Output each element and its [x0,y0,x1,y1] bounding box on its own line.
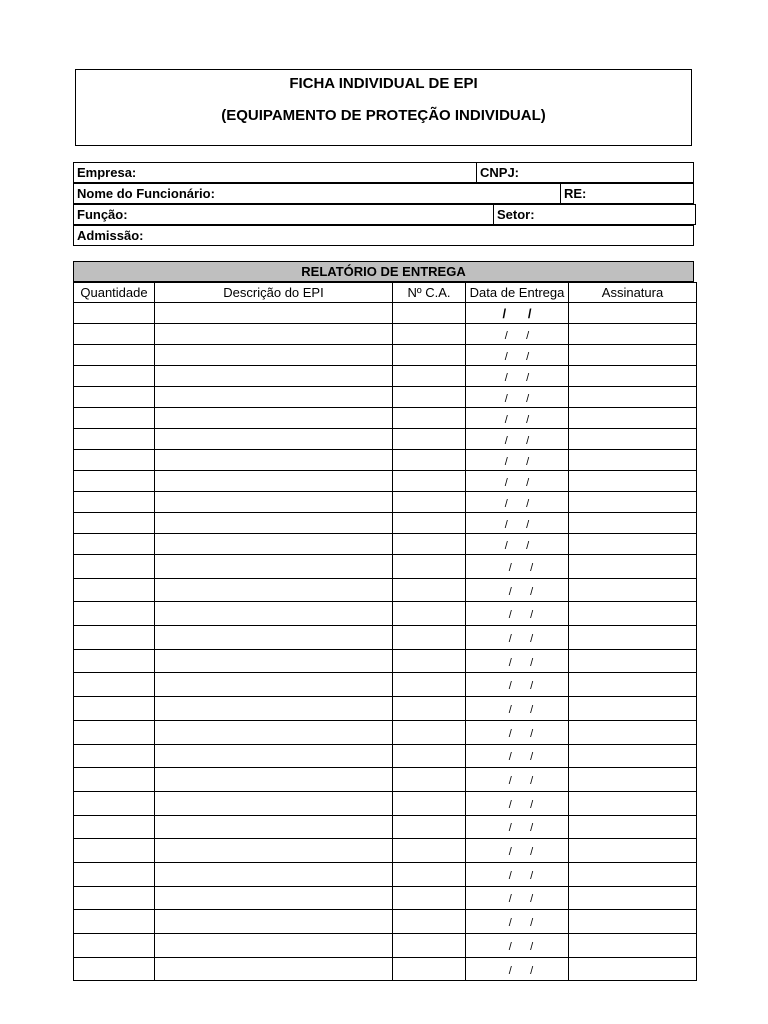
admissao-row [73,225,694,246]
descricao-cell[interactable] [155,720,393,744]
data-entrega-cell[interactable] [466,768,569,792]
assinatura-cell[interactable] [569,408,697,429]
table-row [74,744,697,768]
assinatura-cell[interactable] [569,673,697,697]
descricao-cell[interactable] [155,768,393,792]
data-entrega-cell[interactable] [466,492,569,513]
ca-cell[interactable] [393,555,466,579]
ca-cell[interactable] [393,649,466,673]
assinatura-cell[interactable] [569,886,697,910]
assinatura-cell[interactable] [569,471,697,492]
quantidade-cell[interactable] [74,602,155,626]
descricao-cell[interactable] [155,602,393,626]
assinatura-cell[interactable] [569,429,697,450]
column-header-assinatura: Assinatura [569,283,697,303]
quantidade-cell[interactable] [74,387,155,408]
assinatura-cell[interactable] [569,839,697,863]
assinatura-cell[interactable] [569,602,697,626]
quantidade-cell[interactable] [74,534,155,555]
ca-cell[interactable] [393,324,466,345]
re-label: RE: [564,186,587,201]
date-placeholder: / / [504,497,530,510]
assinatura-cell[interactable] [569,791,697,815]
table-body [74,303,697,981]
quantidade-cell[interactable] [74,366,155,387]
descricao-cell[interactable] [155,934,393,958]
data-entrega-cell[interactable] [466,602,569,626]
ca-cell[interactable] [393,387,466,408]
quantidade-cell[interactable] [74,957,155,981]
data-entrega-cell[interactable] [466,324,569,345]
quantidade-cell[interactable] [74,839,155,863]
ca-cell[interactable] [393,862,466,886]
descricao-cell[interactable] [155,862,393,886]
descricao-cell[interactable] [155,886,393,910]
date-placeholder: / / [504,434,530,447]
form-title: FICHA INDIVIDUAL DE EPI [289,75,478,92]
assinatura-cell[interactable] [569,649,697,673]
data-entrega-cell[interactable] [466,910,569,934]
ca-cell[interactable] [393,886,466,910]
funcao-row [73,204,696,225]
date-placeholder: / / [508,798,534,811]
quantidade-cell[interactable] [74,450,155,471]
quantidade-cell[interactable] [74,744,155,768]
assinatura-cell[interactable] [569,450,697,471]
ca-cell[interactable] [393,626,466,650]
data-entrega-cell[interactable] [466,408,569,429]
date-placeholder: / / [508,727,534,740]
table-row [74,720,697,744]
ca-cell[interactable] [393,578,466,602]
table-row [74,555,697,579]
table-row [74,345,697,366]
quantidade-cell[interactable] [74,934,155,958]
table-row [74,839,697,863]
descricao-cell[interactable] [155,555,393,579]
quantidade-cell[interactable] [74,815,155,839]
data-entrega-cell[interactable] [466,886,569,910]
ca-cell[interactable] [393,673,466,697]
descricao-cell[interactable] [155,649,393,673]
descricao-cell[interactable] [155,534,393,555]
form-subtitle: (EQUIPAMENTO DE PROTEÇÃO INDIVIDUAL) [221,107,546,124]
ca-cell[interactable] [393,471,466,492]
assinatura-cell[interactable] [569,768,697,792]
ca-cell[interactable] [393,910,466,934]
assinatura-cell[interactable] [569,534,697,555]
assinatura-cell[interactable] [569,578,697,602]
date-placeholder: / / [508,917,534,930]
assinatura-cell[interactable] [569,492,697,513]
data-entrega-cell[interactable] [466,534,569,555]
table-row [74,408,697,429]
assinatura-cell[interactable] [569,303,697,324]
data-entrega-cell[interactable] [466,839,569,863]
data-entrega-cell[interactable] [466,387,569,408]
assinatura-cell[interactable] [569,957,697,981]
table-row [74,697,697,721]
data-entrega-cell[interactable] [466,673,569,697]
quantidade-cell[interactable] [74,492,155,513]
date-placeholder: / / [508,680,534,693]
descricao-cell[interactable] [155,697,393,721]
quantidade-cell[interactable] [74,862,155,886]
ca-cell[interactable] [393,697,466,721]
ca-cell[interactable] [393,744,466,768]
assinatura-cell[interactable] [569,934,697,958]
empresa-label: Empresa: [77,165,137,180]
column-header-data-entrega: Data de Entrega [466,283,569,303]
quantidade-cell[interactable] [74,697,155,721]
table-row [74,303,697,324]
date-placeholder: / / [504,350,530,363]
data-entrega-cell[interactable] [466,555,569,579]
descricao-cell[interactable] [155,626,393,650]
table-row [74,934,697,958]
data-entrega-cell[interactable] [466,697,569,721]
date-placeholder: / / [504,476,530,489]
form-title-box [75,69,692,146]
date-placeholder: / / [504,455,530,468]
assinatura-cell[interactable] [569,862,697,886]
ca-cell[interactable] [393,768,466,792]
assinatura-cell[interactable] [569,720,697,744]
assinatura-cell[interactable] [569,555,697,579]
table-row [74,534,697,555]
date-placeholder: / / [508,869,534,882]
descricao-cell[interactable] [155,324,393,345]
setor-field[interactable] [493,205,695,224]
descricao-cell[interactable] [155,815,393,839]
ca-cell[interactable] [393,815,466,839]
date-placeholder: / / [508,751,534,764]
quantidade-cell[interactable] [74,555,155,579]
ca-cell[interactable] [393,513,466,534]
cnpj-field[interactable] [476,163,693,182]
table-row [74,471,697,492]
ca-cell[interactable] [393,602,466,626]
date-placeholder: / / [508,585,534,598]
funcao-label: Função: [77,207,128,222]
quantidade-cell[interactable] [74,910,155,934]
ca-cell[interactable] [393,345,466,366]
descricao-cell[interactable] [155,791,393,815]
ca-cell[interactable] [393,492,466,513]
date-placeholder: / / [508,940,534,953]
table-row [74,791,697,815]
descricao-cell[interactable] [155,471,393,492]
quantidade-cell[interactable] [74,324,155,345]
assinatura-cell[interactable] [569,744,697,768]
assinatura-cell[interactable] [569,697,697,721]
data-entrega-cell[interactable] [466,471,569,492]
quantidade-cell[interactable] [74,768,155,792]
descricao-cell[interactable] [155,408,393,429]
date-placeholder: / / [508,609,534,622]
descricao-cell[interactable] [155,303,393,324]
assinatura-cell[interactable] [569,345,697,366]
data-entrega-cell[interactable] [466,815,569,839]
quantidade-cell[interactable] [74,471,155,492]
assinatura-cell[interactable] [569,366,697,387]
quantidade-cell[interactable] [74,429,155,450]
column-header-ca: Nº C.A. [393,283,466,303]
report-title: RELATÓRIO DE ENTREGA [73,261,694,282]
ca-cell[interactable] [393,839,466,863]
ca-cell[interactable] [393,366,466,387]
data-entrega-cell[interactable] [466,513,569,534]
data-entrega-cell[interactable] [466,720,569,744]
ca-cell[interactable] [393,791,466,815]
ca-cell[interactable] [393,720,466,744]
descricao-cell[interactable] [155,578,393,602]
data-entrega-cell[interactable] [466,791,569,815]
quantidade-cell[interactable] [74,720,155,744]
date-placeholder: / / [504,413,530,426]
assinatura-cell[interactable] [569,815,697,839]
data-entrega-cell[interactable] [466,957,569,981]
table-row [74,387,697,408]
descricao-cell[interactable] [155,673,393,697]
descricao-cell[interactable] [155,450,393,471]
date-placeholder: / / [504,518,530,531]
table-row [74,602,697,626]
descricao-cell[interactable] [155,366,393,387]
descricao-cell[interactable] [155,513,393,534]
data-entrega-cell[interactable] [466,578,569,602]
ca-cell[interactable] [393,429,466,450]
table-header-row [74,283,697,303]
ca-cell[interactable] [393,408,466,429]
empresa-row [73,162,694,183]
data-entrega-cell[interactable] [466,744,569,768]
table-row [74,649,697,673]
assinatura-cell[interactable] [569,910,697,934]
date-placeholder: / / [508,846,534,859]
data-entrega-cell[interactable] [466,429,569,450]
quantidade-cell[interactable] [74,408,155,429]
quantidade-cell[interactable] [74,791,155,815]
delivery-table [73,282,697,981]
data-entrega-cell[interactable] [466,862,569,886]
funcionario-row [73,183,694,204]
descricao-cell[interactable] [155,839,393,863]
date-placeholder: / / [504,392,530,405]
date-placeholder: / / [508,561,534,574]
nome-funcionario-label: Nome do Funcionário: [77,186,215,201]
table-row [74,429,697,450]
ca-cell[interactable] [393,450,466,471]
descricao-cell[interactable] [155,345,393,366]
table-row [74,910,697,934]
data-entrega-cell[interactable] [466,626,569,650]
table-row [74,324,697,345]
quantidade-cell[interactable] [74,626,155,650]
quantidade-cell[interactable] [74,303,155,324]
quantidade-cell[interactable] [74,649,155,673]
date-placeholder: / / [508,656,534,669]
table-row [74,862,697,886]
descricao-cell[interactable] [155,492,393,513]
date-placeholder: / / [508,964,534,977]
setor-label: Setor: [497,207,535,222]
date-placeholder: / / [504,371,530,384]
table-row [74,957,697,981]
column-header-quantidade: Quantidade [74,283,155,303]
quantidade-cell[interactable] [74,886,155,910]
date-placeholder: / / [508,893,534,906]
admissao-field[interactable] [74,226,693,245]
date-placeholder: / / [508,822,534,835]
assinatura-cell[interactable] [569,324,697,345]
empresa-field[interactable] [74,163,476,182]
quantidade-cell[interactable] [74,673,155,697]
ca-cell[interactable] [393,957,466,981]
table-row [74,450,697,471]
descricao-cell[interactable] [155,387,393,408]
descricao-cell[interactable] [155,910,393,934]
re-field[interactable] [560,184,693,203]
quantidade-cell[interactable] [74,345,155,366]
table-row [74,886,697,910]
table-row [74,492,697,513]
date-placeholder: / / [508,703,534,716]
data-entrega-cell[interactable] [466,450,569,471]
funcao-field[interactable] [74,205,493,224]
table-row [74,513,697,534]
data-entrega-cell[interactable] [466,303,569,324]
data-entrega-cell[interactable] [466,345,569,366]
data-entrega-cell[interactable] [466,649,569,673]
quantidade-cell[interactable] [74,513,155,534]
cnpj-label: CNPJ: [480,165,520,180]
nome-funcionario-field[interactable] [74,184,560,203]
date-placeholder: / / [508,775,534,788]
ca-cell[interactable] [393,534,466,555]
quantidade-cell[interactable] [74,578,155,602]
table-row [74,366,697,387]
date-placeholder: / / [508,632,534,645]
table-row [74,673,697,697]
assinatura-cell[interactable] [569,626,697,650]
admissao-label: Admissão: [77,228,144,243]
ca-cell[interactable] [393,303,466,324]
column-header-descricao: Descrição do EPI [155,283,393,303]
date-placeholder: / / [504,539,530,552]
assinatura-cell[interactable] [569,387,697,408]
table-row [74,578,697,602]
ca-cell[interactable] [393,934,466,958]
table-row [74,815,697,839]
assinatura-cell[interactable] [569,513,697,534]
data-entrega-cell[interactable] [466,366,569,387]
descricao-cell[interactable] [155,429,393,450]
data-entrega-cell[interactable] [466,934,569,958]
descricao-cell[interactable] [155,744,393,768]
descricao-cell[interactable] [155,957,393,981]
date-placeholder: / / [504,329,530,342]
table-row [74,768,697,792]
table-row [74,626,697,650]
date-placeholder: / / [502,305,532,321]
